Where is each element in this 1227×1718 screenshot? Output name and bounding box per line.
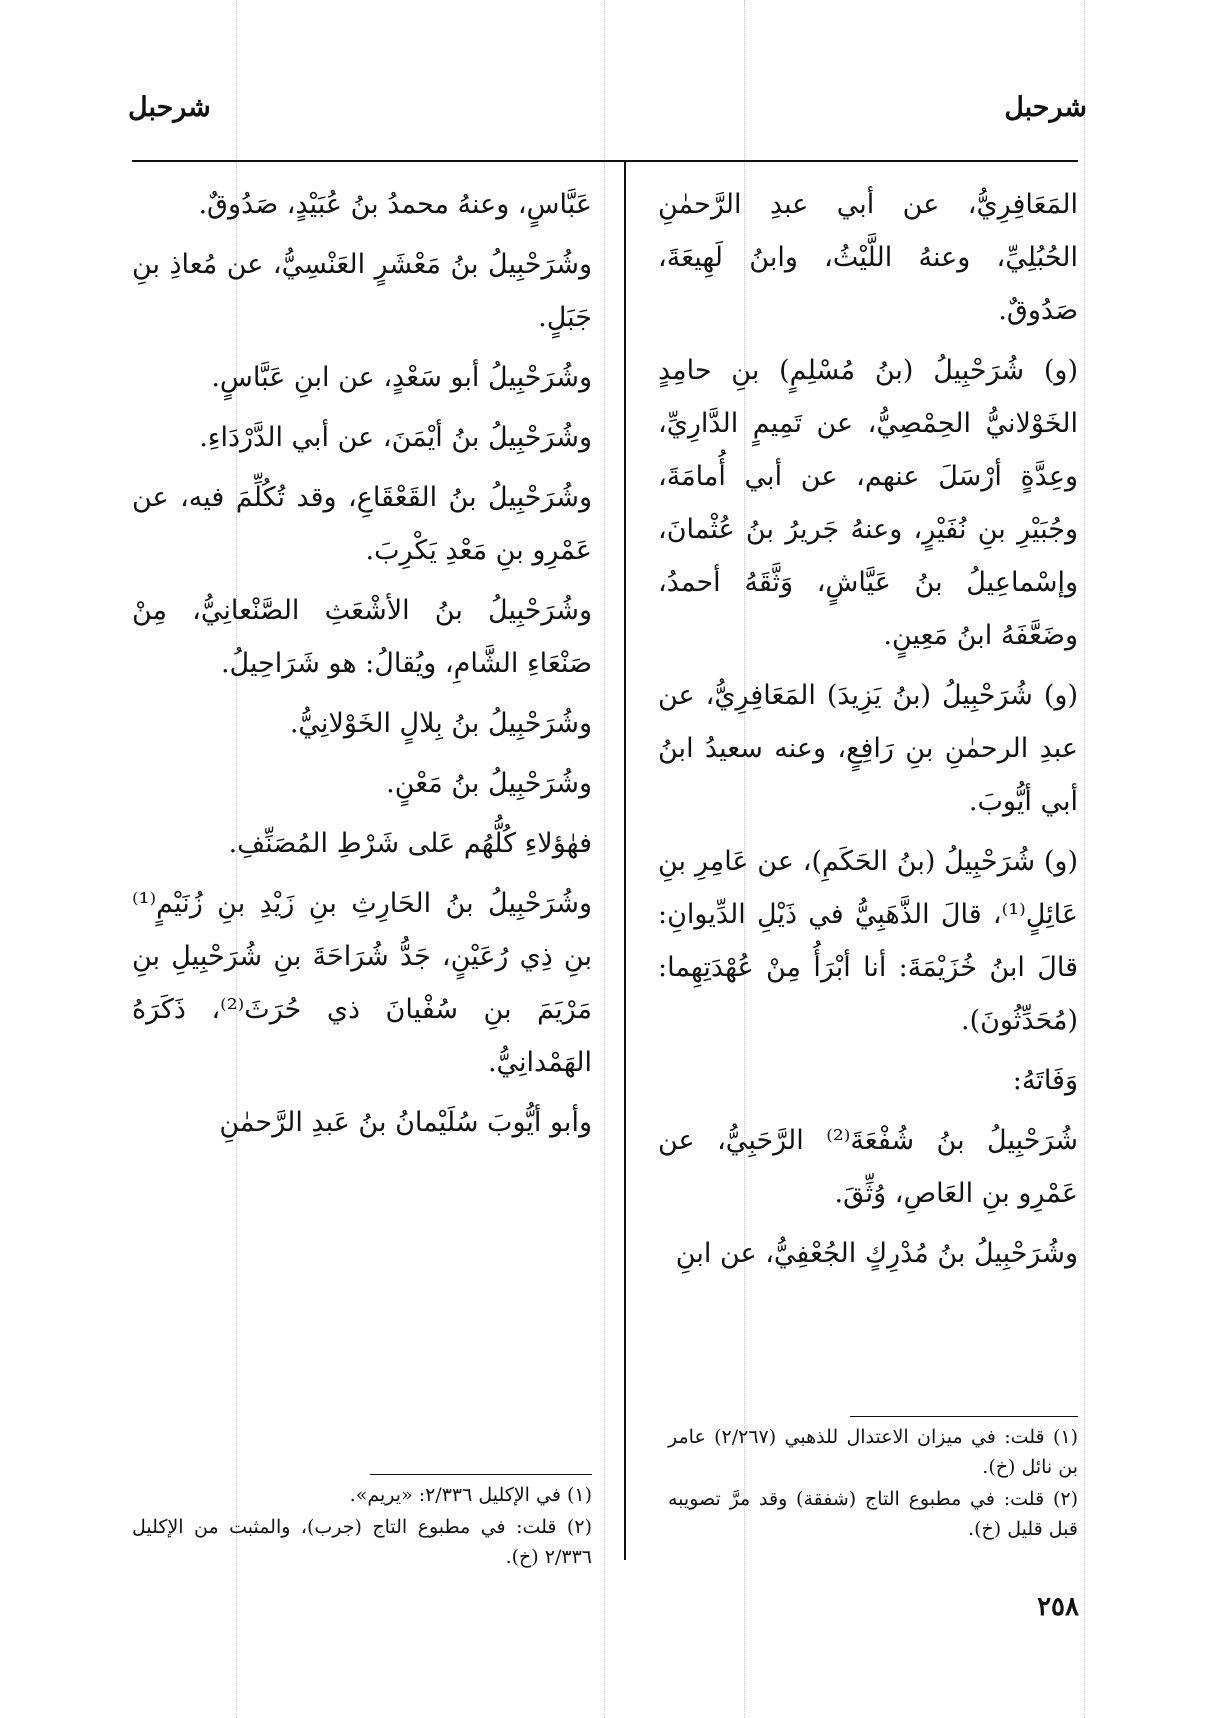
paragraph: وشُرَحْبِيلُ أبو سَعْدٍ، عن ابنِ عَبَّاسٍ.: [211, 362, 592, 393]
footnote: (١) قلت: في ميزان الاعتدال للذهبي (٢/٢٦٧) عامر بن نائل (خ).: [668, 1426, 1079, 1478]
paragraph: وشُرَحْبِيلُ بنُ مُدْرِكٍ الجُعْفِيُّ، عن ابنِ: [675, 1238, 1078, 1269]
left-column: [132, 178, 592, 1156]
paragraph: وَفَاتَهُ:: [1012, 1065, 1078, 1096]
paragraph: وشُرَحْبِيلُ بنُ أيْمَنَ، عن أبي الدَّرْدَاءِ.: [199, 422, 592, 453]
header-rule: [132, 160, 1078, 162]
paragraph: وشُرَحْبِيلُ بنُ مَعْشَرٍ العَنْسِيُّ، عن مُعاذِ بنِ جَبَلٍ.: [132, 249, 592, 333]
page-number: ٢٥٨: [1037, 1592, 1079, 1622]
paragraph: المَعَافِرِيُّ، عن أبي عبدِ الرَّحمٰنِ الحُبُلِيِّ، وعنهُ اللَّيْثُ، وابنُ لَهِيعَةَ، صَدُوقٌ.: [658, 189, 1078, 326]
footnotes-right: [668, 1422, 1078, 1546]
paragraph: وشُرَحْبِيلُ بنُ مَعْنٍ.: [386, 768, 592, 799]
footnote: (٢) قلت: في مطبوع التاج (جرب)، والمثبت من الإكليل ٢/٣٣٦ (خ).: [132, 1516, 592, 1568]
scan-guide-line: [604, 0, 605, 1718]
paragraph: شُرَحْبِيلُ بنُ شُفْعَةَ⁽²⁾ الرَّحَبِيُّ، عن عَمْرِو بنِ العَاصِ، وُثِّقَ.: [658, 1125, 1078, 1209]
footnote: (١) في الإكليل ٢/٣٣٦: «يريم».: [349, 1484, 592, 1506]
footnote-rule-right: [850, 1416, 1078, 1417]
scan-guide-line: [1084, 0, 1085, 1718]
paragraph: وشُرَحْبِيلُ بنُ القَعْقَاعِ، وقد تُكُلِّمَ فيه، عن عَمْرِو بنِ مَعْدِ يَكْرِبَ.: [132, 482, 592, 566]
paragraph: (و) شُرَحْبِيلُ (بنُ الحَكَمِ)، عن عَامِرِ بنِ عَائِلٍ⁽¹⁾، قالَ الذَّهَبِيُّ في ذَيْلِ الدِّيوانِ: قالَ ابنُ خُزَيْمَةَ: أنا أبْرَأُ مِنْ عُهْدَتِهِما: (مُحَدِّثُونَ).: [658, 846, 1078, 1036]
paragraph: عَبَّاسٍ، وعنهُ محمدُ بنُ عُبَيْدٍ، صَدُوقٌ.: [198, 189, 592, 220]
footnote-rule-left: [370, 1474, 592, 1475]
footnote: (٢) قلت: في مطبوع التاج (شفقة) وقد مرَّ تصويبه قبل قليل (خ).: [668, 1488, 1078, 1540]
paragraph: (و) شُرَحْبِيلُ (بنُ يَزِيدَ) المَعَافِرِيُّ، عن عبدِ الرحمٰنِ بنِ رَافِعٍ، وعنه سعيدُ ابنُ أبي أيُّوبَ.: [658, 680, 1078, 817]
paragraph: وشُرَحْبِيلُ بنُ الحَارِثِ بنِ زَيْدِ بنِ زُنَيْمٍ⁽¹⁾ بنِ ذِي رُعَيْنٍ، جَدُّ شُرَاحَةَ بنِ شُرَحْبِيلِ بنِ مَرْيَمَ بنِ سُفْيانَ ذي حُرَثَ⁽²⁾، ذَكَرَهُ الهَمْدانِيُّ.: [132, 888, 592, 1078]
footnotes-left: [132, 1480, 592, 1574]
running-header-left: شرحبل: [128, 92, 211, 123]
paragraph: وشُرَحْبِيلُ بنُ بِلالٍ الخَوْلانِيُّ.: [289, 708, 592, 739]
paragraph: وشُرَحْبِيلُ بنُ الأشْعَثِ الصَّنْعانِيُّ، مِنْ صَنْعَاءِ الشَّامِ، ويُقالُ: هو شَرَاحِيلُ.: [132, 595, 592, 679]
right-column: [658, 178, 1078, 1287]
running-header-right: شرحبل: [1004, 92, 1087, 123]
paragraph: وأبو أيُّوبَ سُلَيْمانُ بنُ عَبدِ الرَّحمٰنِ: [219, 1107, 592, 1138]
paragraph: (و) شُرَحْبِيلُ (بنُ مُسْلِمٍ) بنِ حامِدٍ الخَوْلانيُّ الحِمْصِيُّ، عن تَمِيمٍ الدَّارِيِّ، وعِدَّةٍ أرْسَلَ عنهم، عن أبي أُمامَةَ، وجُبَيْرِ بنِ نُفَيْرٍ، وعنهُ جَريرُ بنُ عُثْمانَ، وإسْماعِيلُ بنُ عَيَّاشٍ، وَثَّقَهُ أحمدُ، وضَعَّفَهُ ابنُ مَعِينٍ.: [658, 355, 1078, 651]
paragraph: فهٰؤلاءِ كُلُّهُم عَلى شَرْطِ المُصَنِّفِ.: [228, 828, 592, 859]
column-divider: [624, 162, 626, 1560]
